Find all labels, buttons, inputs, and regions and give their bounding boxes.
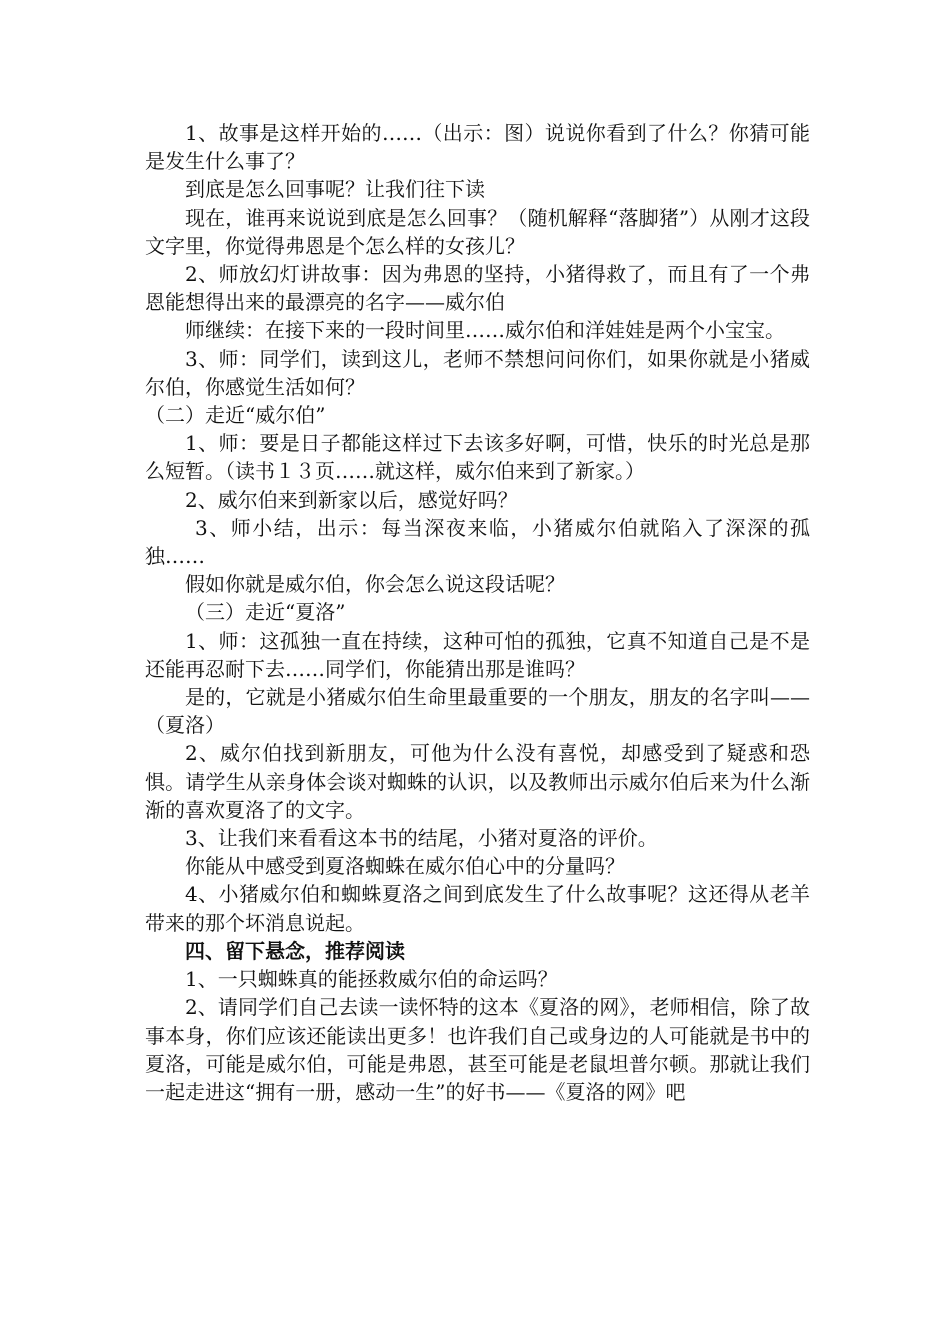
paragraph: 现在，谁再来说说到底是怎么回事？（随机解释“落脚猪”）从刚才这段文字里，你觉得弗恩是个怎么样的女孩儿？ xyxy=(145,205,810,258)
paragraph: 3、师小结，出示：每当深夜来临，小猪威尔伯就陷入了深深的孤独…… xyxy=(145,515,810,569)
paragraph: 是的，它就是小猪威尔伯生命里最重要的一个朋友，朋友的名字叫——（夏洛） xyxy=(145,685,810,738)
paragraph: 1、师：要是日子都能这样过下去该多好啊，可惜，快乐的时光总是那么短暂。（读书１３页……就这样，威尔伯来到了新家。） xyxy=(145,431,810,484)
paragraph: 4、小猪威尔伯和蜘蛛夏洛之间到底发生了什么故事呢？这还得从老羊带来的那个坏消息说起。 xyxy=(145,882,810,935)
paragraph: 你能从中感受到夏洛蜘蛛在威尔伯心中的分量吗？ xyxy=(185,854,625,879)
paragraph: 假如你就是威尔伯，你会怎么说这段话呢？ xyxy=(185,572,565,597)
paragraph: 1、师：这孤独一直在持续，这种可怕的孤独，它真不知道自己是不是还能再忍耐下去……同学们，你能猜出那是谁吗？ xyxy=(145,628,810,681)
paragraph: 2、威尔伯找到新朋友，可他为什么没有喜悦，却感受到了疑惑和恐惧。请学生从亲身体会谈对蜘蛛的认识，以及教师出示威尔伯后来为什么渐渐的喜欢夏洛了的文字。 xyxy=(145,741,810,822)
paragraph: 2、请同学们自己去读一读怀特的这本《夏洛的网》，老师相信，除了故事本身，你们应该还能读出更多！也许我们自己或身边的人可能就是书中的夏洛，可能是威尔伯，可能是弗恩，甚至可能是老鼠坦普尔顿。那就让我们一起走进这“拥有一册，感动一生”的好书——《夏洛的网》吧 xyxy=(145,995,810,1104)
paragraph: 2、威尔伯来到新家以后，感觉好吗？ xyxy=(185,487,518,512)
paragraph: 1、故事是这样开始的……（出示：图）说说你看到了什么？你猜可能是发生什么事了？ xyxy=(145,121,810,174)
section-heading: （三）走近“夏洛” xyxy=(185,600,346,625)
paragraph: 2、师放幻灯讲故事：因为弗恩的坚持，小猪得救了，而且有了一个弗恩能想得出来的最漂亮的名字——威尔伯 xyxy=(145,262,810,315)
paragraph: 到底是怎么回事呢？让我们往下读 xyxy=(185,177,485,202)
section-heading: （二）走近“威尔伯” xyxy=(145,403,326,428)
paragraph: 3、师：同学们，读到这儿，老师不禁想问问你们，如果你就是小猪威尔伯，你感觉生活如何？ xyxy=(145,346,810,399)
paragraph: 1、一只蜘蛛真的能拯救威尔伯的命运吗？ xyxy=(185,967,558,992)
document-body xyxy=(145,119,810,1106)
bold-section-heading: 四、留下悬念，推荐阅读 xyxy=(185,938,405,963)
paragraph: 3、让我们来看看这本书的结尾，小猪对夏洛的评价。 xyxy=(185,826,658,851)
paragraph: 师继续：在接下来的一段时间里……威尔伯和洋娃娃是两个小宝宝。 xyxy=(185,318,785,343)
